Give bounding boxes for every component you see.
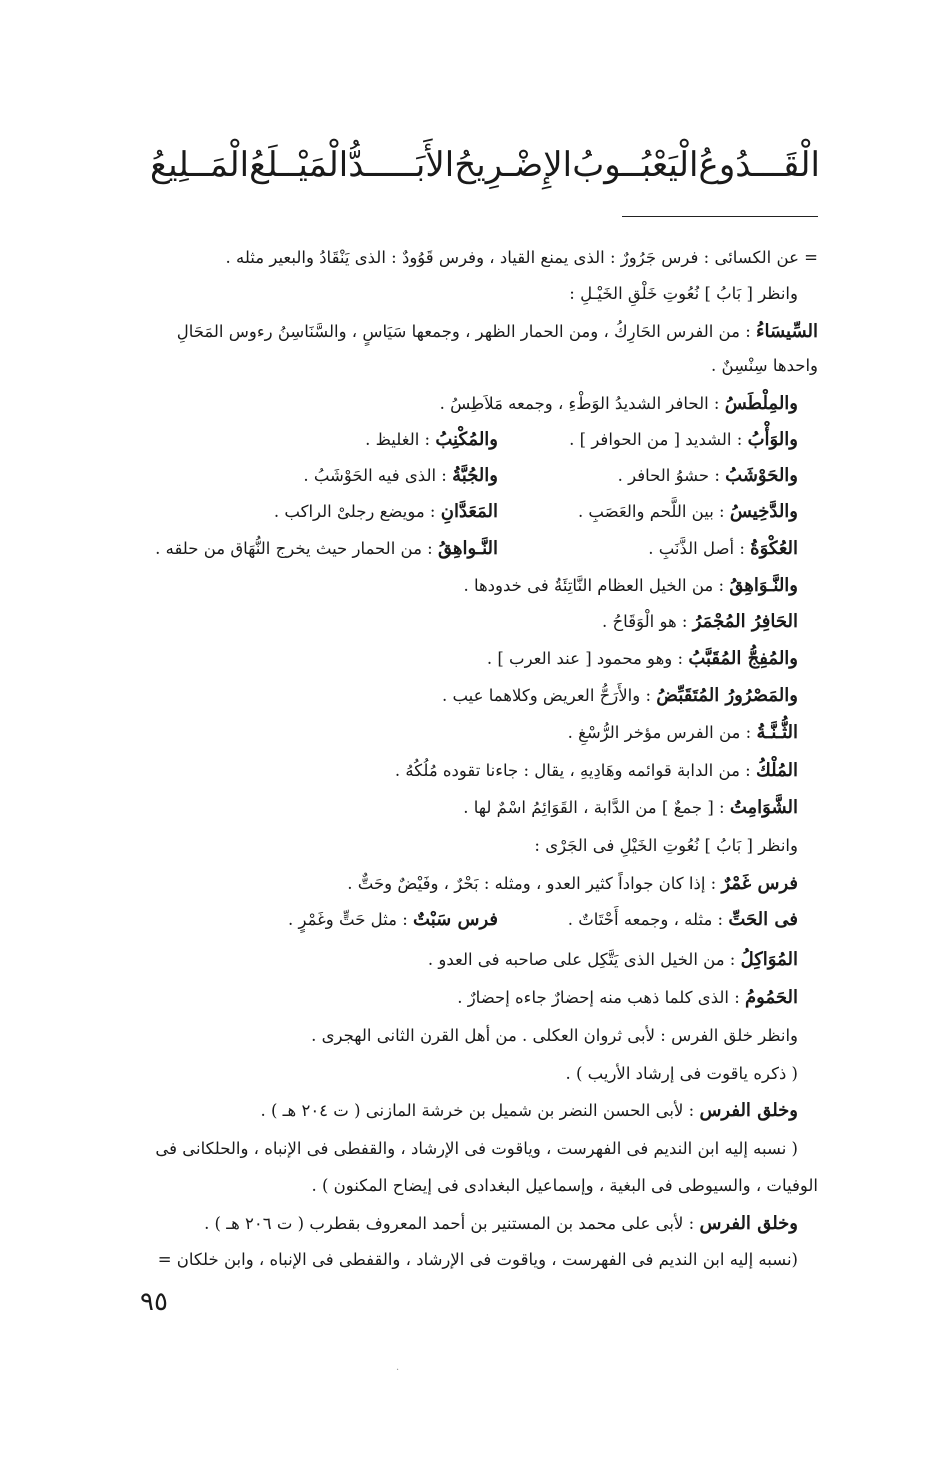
text-line [160, 1212, 798, 1236]
text-line [160, 246, 818, 270]
entry-text: : الشديد [ من الحوافر ] . [569, 430, 748, 449]
text-line [160, 759, 798, 783]
entry-text: واحدها سِنْسِنٌ . [711, 356, 818, 375]
entry-text: : الغليظ . [365, 430, 436, 449]
entry-text: : من الفرس مؤخر الرُّسْغِ . [567, 723, 757, 742]
text-line [578, 500, 798, 524]
text-line [648, 537, 798, 561]
entry-text: : من الخيل الذى يَتَّكِل على صاحبه فى العدو . [427, 950, 741, 969]
header-word: الأَبَـــــدُّ [348, 145, 455, 185]
entry-text: : لأبى على محمد بن المستنير بن أحمد المعروف بقطرب ( ت ٢٠٦ هـ ) . [204, 1214, 700, 1233]
entry-term: والمِلْطَسُ [724, 393, 798, 414]
entry-text: : مثل حَتٍّ وغَمْرٍ . [288, 910, 414, 929]
entry-text: وانظر [ بَابُ ] نُعُوتِ خَلْقِ الخَيْـلِ : [569, 284, 798, 303]
entry-term: المُلْكُ [755, 760, 798, 781]
entry-term: والوَأْبُ [747, 429, 798, 450]
entry-text: : من الدابة قوائمه وهَادِيهِ ، يقال : جاءنا تقوده مُلُكُهُ . [394, 761, 756, 780]
text-line [569, 428, 798, 452]
entry-text: : والأَرَحُّ العريض وكلاهما عيب . [441, 686, 657, 705]
header-word: الْقَـــدُوعُ [698, 145, 820, 185]
entry-text: : من الحمار حيث يخرج النُّهَاق من حلقه . [155, 539, 438, 558]
entry-text: : هو الْوَقَاحُ . [602, 612, 693, 631]
entry-term: والمُفِجُّ المُقَبَّبُ [688, 648, 798, 669]
entry-text: : بين اللَّحم والعَصَبِ . [577, 502, 730, 521]
entry-text: : أصل الذَّنَبِ . [648, 539, 751, 558]
entry-term: والحَوْشَبُ [725, 465, 798, 486]
scan-dot: · [396, 1365, 400, 1376]
page-header [150, 140, 820, 190]
text-line [160, 320, 818, 344]
entry-text: ( نسبه إليه ابن النديم فى الفهرست ، وياقوت فى الإرشاد ، والقفطى فى الإنباه ، والحلكانى فى [155, 1139, 798, 1158]
entry-text: وانظر خلق الفرس : لأبى ثروان العكلى . من أهل القرن الثانى الهجرى . [311, 1026, 798, 1045]
entry-text: : الذى فيه الحَوْشَبُ . [303, 466, 453, 485]
text-line [157, 1248, 798, 1272]
entry-text: : الذى كلما ذهب منه إحضارٌ جاءه إحضارٌ . [457, 988, 746, 1007]
text-line [155, 1137, 798, 1161]
entry-term: فى الحَتِّ [728, 909, 798, 930]
entry-term: فرس سَبْتٌ [413, 909, 498, 930]
text-line [160, 282, 798, 306]
header-word: الإِضْـرِيحُ [454, 145, 573, 185]
text-line [365, 428, 498, 452]
text-line [303, 464, 498, 488]
entry-term: الحَافِرُ المُجْمَرُ [692, 611, 798, 632]
entry-term: الحَمُومُ [745, 987, 798, 1008]
text-line [160, 721, 798, 745]
text-line [160, 574, 798, 598]
text-line [160, 354, 818, 378]
entry-term: المَعَدَّانِ [440, 501, 498, 522]
entry-term: والدَّخِيسُ [729, 501, 798, 522]
text-line [160, 796, 798, 820]
entry-term: والمَصْرُورُ المُتَقَبِّضُ [656, 685, 798, 706]
entry-term: والمُكْنِبُ [435, 429, 498, 450]
entry-term: المُوَاكِلُ [740, 949, 798, 970]
header-word: الْمَــلِيعُ [150, 145, 250, 185]
entry-term: فرس غَمْرٌ [721, 873, 798, 894]
text-line [274, 500, 498, 524]
entry-text: الوفيات ، والسيوطى فى البغية ، وإسماعيل البغدادى فى إيضاح المكنون ) . [311, 1176, 818, 1195]
entry-text: (نسبه إليه ابن النديم فى الفهرست ، وياقوت فى الإرشاد ، والقفطى فى الإنباه ، وابن خلكان = [157, 1250, 798, 1269]
text-line [160, 647, 798, 671]
entry-text: : مثله ، وجمعه أَحْتَاتٌ . [567, 910, 729, 929]
text-line [160, 684, 798, 708]
text-line [568, 908, 798, 932]
entry-term: الشَّوَامِتُ [729, 797, 798, 818]
entry-text: : مويضع رجلىْ الراكب . [273, 502, 441, 521]
text-line [160, 1099, 798, 1123]
entry-term: وخلق الفرس [699, 1213, 798, 1234]
text-line [618, 464, 798, 488]
text-line [160, 1024, 798, 1048]
entry-term: النَّـواهِقُ [438, 538, 498, 559]
entry-text: : الحافر الشديدُ الوَطْءِ ، وجمعه مَلاَطِسُ . [439, 394, 725, 413]
text-line [288, 908, 498, 932]
entry-text: = عن الكسائى : فرس جَرُورٌ : الذى يمنع القياد ، وفرس قَوُودٌ : الذى يَنْقَادُ والبعير مثله . [225, 248, 818, 267]
text-line [155, 537, 498, 561]
entry-text: : وهو محمود [ عند العرب ] . [486, 649, 689, 668]
text-line [160, 392, 798, 416]
page-number: ٩٥ [140, 1287, 168, 1317]
header-word: الْيَعْبُــوبُ [572, 145, 699, 185]
entry-text: : لأبى الحسن النضر بن شميل بن خرشة المازنى ( ت ٢٠٤ هـ ) . [260, 1101, 700, 1120]
entry-text: وانظر [ بَابُ ] نُعُوتِ الخَيْلِ فى الجَرْى : [534, 836, 798, 855]
text-line [160, 872, 798, 896]
entry-text: : حشوُ الحافر . [617, 466, 726, 485]
entry-term: الثُّـنَّـةُ [756, 722, 798, 743]
text-line [160, 1062, 798, 1086]
entry-term: وخلق الفرس [699, 1100, 798, 1121]
text-line [160, 834, 798, 858]
entry-term: والجُبَّةُ [452, 465, 498, 486]
text-line [160, 948, 798, 972]
entry-term: العُكْوَةُ [750, 538, 798, 559]
entry-text: : إذا كان جواداً كثير العدو ، ومثله : بَحْرٌ ، وفَيْضٌ وحَتٌّ . [347, 874, 722, 893]
entry-text: : من الفرس الحَارِكُ ، ومن الحمار الظهر ، وجمعها سَيَاسٍ ، والسَّنَاسِنُ رءوس المَحَالِ [176, 322, 757, 341]
entry-text: : من الخيل العظام النَّاتِئَةُ فى خدودها . [463, 576, 730, 595]
text-line [160, 610, 798, 634]
entry-term: والنَّـوَاهِقُ [729, 575, 798, 596]
header-word: الْمَيْــلَعُ [249, 145, 349, 185]
entry-term: السِّيسَاءُ [756, 321, 818, 342]
entry-text: : [ جمعٌ ] من الدَّابة ، القَوَائِمُ اسْمٌ لها . [463, 798, 730, 817]
text-line [160, 986, 798, 1010]
text-line [160, 1174, 818, 1198]
header-rule [622, 216, 818, 217]
entry-text: ( ذكره ياقوت فى إرشاد الأريب ) . [565, 1064, 798, 1083]
